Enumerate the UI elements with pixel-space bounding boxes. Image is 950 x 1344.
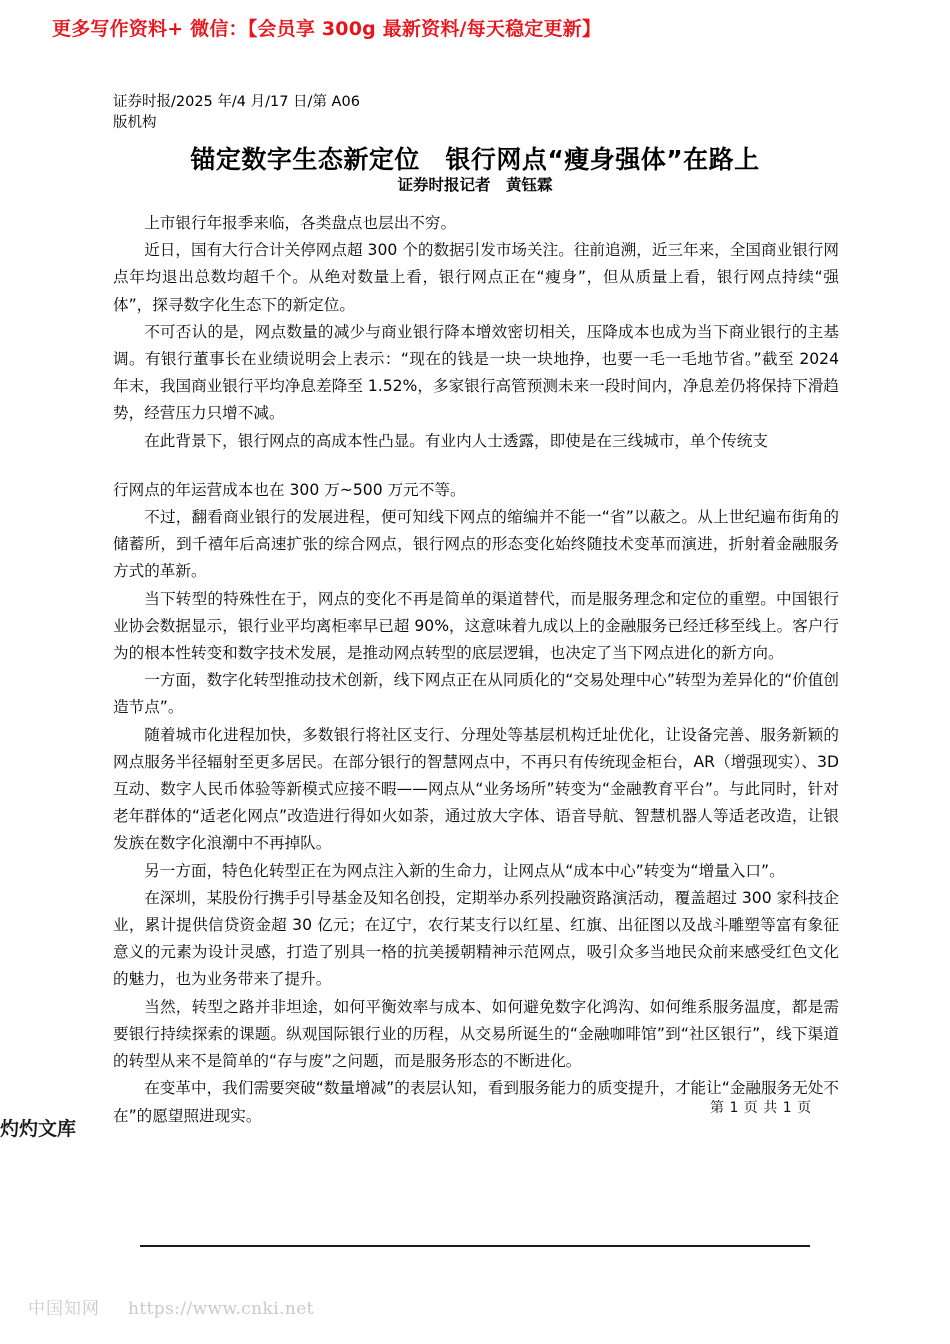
article-paragraph: 近日，国有大行合计关停网点超 300 个的数据引发市场关注。往前追溯，近三年来，全国商业银行网点年均退出总数均超千个。从绝对数量上看，银行网点正在“瘦身”，但从质量上看，银行网点持续“强体”，探寻数字化生态下的新定位。	[113, 241, 839, 314]
cnki-name-label: 中国知网	[28, 1299, 100, 1319]
article-paragraph: 在此背景下，银行网点的高成本性凸显。有业内人士透露，即使是在三线城市，单个传统支	[144, 431, 768, 450]
article-paragraph: 一方面，数字化转型推动技术创新，线下网点正在从同质化的“交易处理中心”转型为差异化的“价值创造节点”。	[113, 671, 839, 717]
library-watermark: 灼灼文库	[0, 1118, 77, 1140]
cnki-footer	[28, 1294, 314, 1319]
article-paragraph: 不可否认的是，网点数量的减少与商业银行降本增效密切相关，压降成本也成为当下商业银行的主基调。有银行董事长在业绩说明会上表示：“现在的钱是一块一块地挣，也要一毛一毛地节省。”截至 2024 年末，我国商业银行平均净息差降至 1.52%，多家银行高管预测未来一段时间内，净息差仍将保持下滑趋势，经营压力只增不减。	[113, 322, 839, 423]
footer-divider	[140, 1245, 810, 1247]
article-paragraph: 不过，翻看商业银行的发展进程，便可知线下网点的缩编并不能一“省”以蔽之。从上世纪遍布街角的储蓄所，到千禧年后高速扩张的综合网点，银行网点的形态变化始终随技术变革而演进，折射着金融服务方式的革新。	[113, 508, 839, 581]
masthead	[113, 92, 713, 134]
masthead-line-2: 版机构	[113, 115, 157, 131]
article-paragraph: 上市银行年报季来临，各类盘点也层出不穷。	[144, 214, 457, 232]
cnki-url-label[interactable]: https://www.cnki.net	[128, 1299, 314, 1319]
article-paragraph: 在深圳，某股份行携手引导基金及知名创投，定期举办系列投融资路演活动，覆盖超过 300 家科技企业，累计提供信贷资金超 30 亿元；在辽宁，农行某支行以红星、红旗、出征图以及战斗雕塑等富有象征意义的元素为设计灵感，打造了别具一格的抗美援朝精神示范网点，吸引众多当地民众前来感受红色文化的魅力，也为业务带来了提升。	[113, 888, 839, 989]
article-paragraph: 在变革中，我们需要突破“数量增减”的表层认知，看到服务能力的质变提升，才能让“金融服务无处不在”的愿望照进现实。	[113, 1079, 839, 1125]
article-byline: 证券时报记者 黄钰霖	[397, 176, 553, 194]
promo-banner-text: 更多写作资料+ 微信：【会员享 300g 最新资料/每天稳定更新】	[52, 18, 602, 40]
article-body	[113, 210, 839, 1130]
article-paragraph: 随着城市化进程加快，多数银行将社区支行、分理处等基层机构迁址优化，让设备完善、服务新颖的网点服务半径辐射至更多居民。在部分银行的智慧网点中，不再只有传统现金柜台，AR（增强现实）、3D 互动、数字人民币体验等新模式应接不暇——网点从“业务场所”转变为“金融教育平台”。与此同时，针对老年群体的“适老化网点”改造进行得如火如荼，通过放大字体、语音导航、智慧机器人等适老改造，让银发族在数字化浪潮中不再掉队。	[113, 725, 839, 853]
article-paragraph: 当然，转型之路并非坦途，如何平衡效率与成本、如何避免数字化鸿沟、如何维系服务温度，都是需要银行持续探索的课题。纵观国际银行业的历程，从交易所诞生的“金融咖啡馆”到“社区银行”，线下渠道的转型从来不是简单的“存与废”之问题，而是服务形态的不断进化。	[113, 997, 839, 1071]
article-paragraph: 当下转型的特殊性在于，网点的变化不再是简单的渠道替代，而是服务理念和定位的重塑。中国银行业协会数据显示，银行业平均离柜率早已超 90%，这意味着九成以上的金融服务已经迁移至线上。客户行为的根本性转变和数字技术发展，是推动网点转型的底层逻辑，也决定了当下网点进化的新方向。	[113, 589, 839, 663]
article-paragraph: 行网点的年运营成本也在 300 万~500 万元不等。	[113, 480, 466, 499]
article-headline: 锚定数字生态新定位 银行网点“瘦身强体”在路上	[190, 145, 760, 174]
article-paragraph: 另一方面，特色化转型正在为网点注入新的生命力，让网点从“成本中心”转变为“增量入口”。	[144, 861, 785, 880]
masthead-line-1: 证券时报/2025 年/4 月/17 日/第 A06	[113, 94, 360, 110]
page-number-label: 第 1 页 共 1 页	[710, 1100, 812, 1116]
